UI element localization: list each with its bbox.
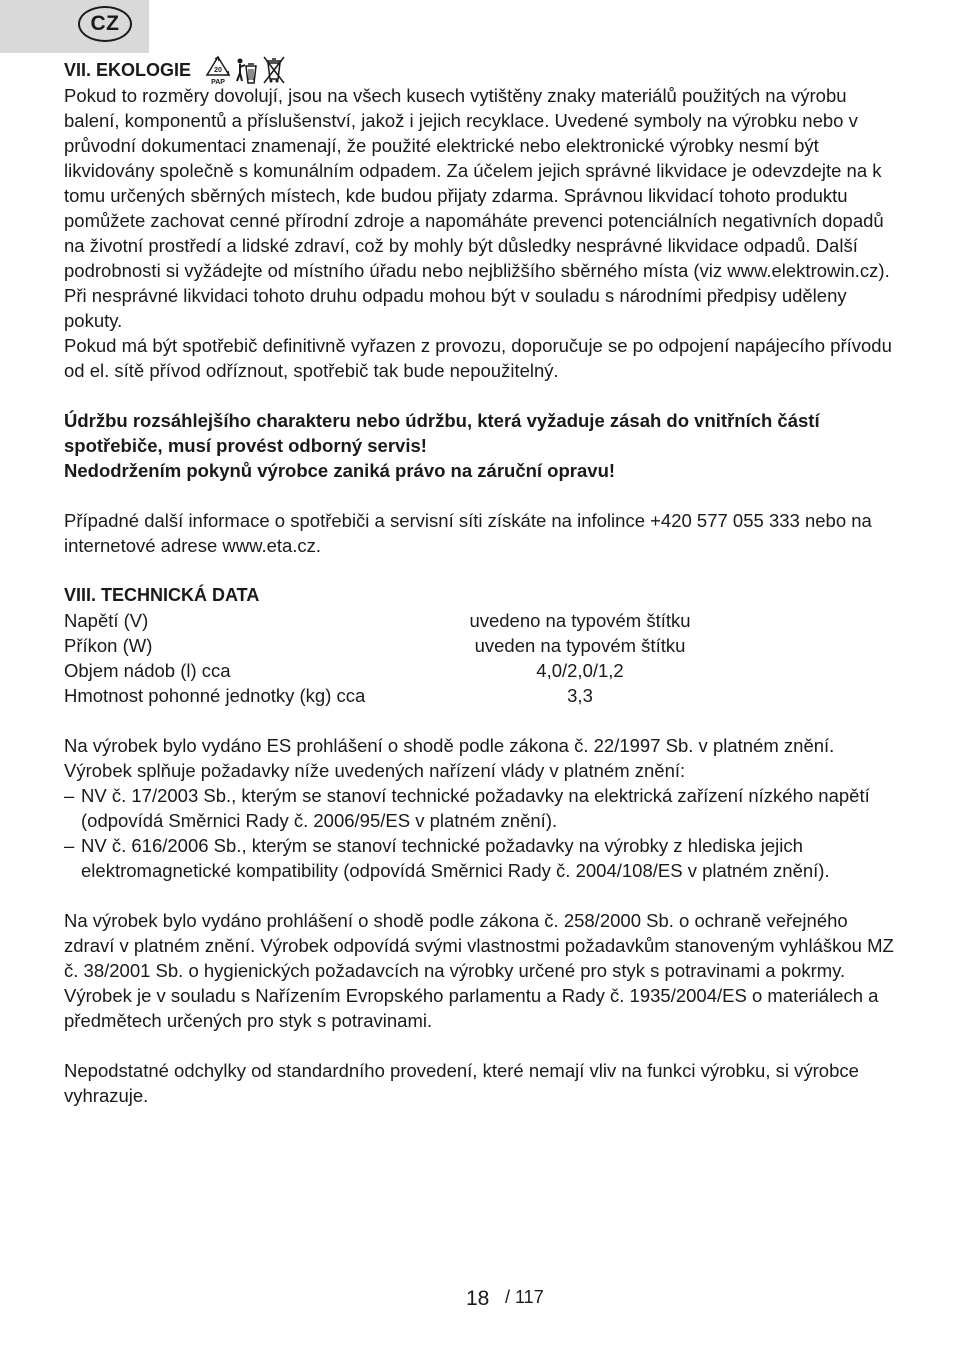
- spec-label: Příkon (W): [64, 635, 153, 656]
- tech-data-row: [64, 658, 894, 683]
- regulation-item: – NV č. 17/2003 Sb., kterým se stanoví technické požadavky na elektrická zařízení nízkého napětí (odpovídá Směrnici Rady č. 2006/95/ES v platném znění).: [64, 785, 870, 831]
- spec-value: 3,3: [567, 685, 593, 706]
- tech-data-title: VIII. TECHNICKÁ DATA: [64, 585, 260, 605]
- page-footer: [0, 1285, 954, 1315]
- spec-label: Hmotnost pohonné jednotky (kg) cca: [64, 685, 366, 706]
- spec-label: Objem nádob (l) cca: [64, 660, 231, 681]
- tidyman-icon: [233, 55, 259, 85]
- tech-data-row: [64, 608, 894, 633]
- regulation-text: NV č. 616/2006 Sb., kterým se stanoví technické požadavky na výrobky z hlediska jejich elektromagnetické kompatibility (odpovídá Směrnici Rady č. 2004/108/ES v platném znění).: [81, 835, 830, 881]
- recycle-paper-icon: [205, 55, 231, 85]
- recycle-number: 20: [214, 67, 222, 74]
- page-total: / 117: [505, 1287, 544, 1307]
- ecology-paragraph-1: Pokud to rozměry dovolují, jsou na všech kusech vytištěny znaky materiálů použitých na výrobu balení, komponentů a příslušenství, jakož i jejich recyklace. Uvedené symboly na výrobku nebo v průvodní dokumentaci znamenají, že použité elektrické nebo elektronické výrobky nesmí být likvidovány společně s komunálním odpadem. Za účelem jejich správné likvidace je odevzdejte na k tomu určených sběrných místech, kde budou přijaty zdarma. Správnou likvidací tohoto produktu pomůžete zachovat cenné přírodní zdroje a napomáháte prevenci potenciálních negativních dopadů na životní prostředí a lidské zdraví, což by mohly být důsledky nesprávné likvidace odpadů. Další podrobnosti si vyžádejte od místního úřadu nebo nejbližšího sběrného místa (viz www.elektrowin.cz). Při nesprávné likvidaci tohoto druhu odpadu mohou být v souladu s národními předpisy uděleny pokuty.: [64, 85, 890, 331]
- regulation-item: – NV č. 616/2006 Sb., kterým se stanoví technické požadavky na výrobky z hlediska jejich elektromagnetické kompatibility (odpovídá Směrnici Rady č. 2004/108/ES v platném znění).: [64, 835, 830, 881]
- tech-data-table: [64, 608, 894, 708]
- warranty-warning: Nedodržením pokynů výrobce zaniká právo na záruční opravu!: [64, 460, 616, 481]
- recycle-label: PAP: [211, 79, 225, 85]
- spec-value: uveden na typovém štítku: [474, 635, 686, 656]
- language-badge: CZ: [78, 6, 132, 42]
- language-tab: [0, 0, 149, 53]
- page-content: [64, 58, 894, 1108]
- spec-value: 4,0/2,0/1,2: [536, 660, 624, 681]
- ecology-title: VII. EKOLOGIE: [64, 60, 192, 80]
- ecology-icons: [205, 57, 287, 85]
- ecology-heading-row: [64, 58, 894, 83]
- spec-value: uvedeno na typovém štítku: [469, 610, 691, 631]
- infoline-paragraph: Případné další informace o spotřebiči a servisní síti získáte na infolince +420 577 055 333 nebo na internetové adrese www.eta.cz.: [64, 510, 872, 556]
- crossed-bin-icon: [261, 55, 287, 85]
- deviation-note: Nepodstatné odchylky od standardního provedení, které nemají vliv na funkci výrobku, si výrobce vyhrazuje.: [64, 1060, 859, 1106]
- es-declaration-intro: Na výrobek bylo vydáno ES prohlášení o shodě podle zákona č. 22/1997 Sb. v platném znění. Výrobek splňuje požadavky níže uvedených nařízení vlády v platném znění:: [64, 735, 835, 781]
- page-number: 18: [466, 1287, 490, 1310]
- spec-label: Napětí (V): [64, 610, 149, 631]
- regulation-text: NV č. 17/2003 Sb., kterým se stanoví technické požadavky na elektrická zařízení nízkého napětí (odpovídá Směrnici Rady č. 2006/95/ES v platném znění).: [81, 785, 870, 831]
- service-warning: Údržbu rozsáhlejšího charakteru nebo údržbu, která vyžaduje zásah do vnitřních částí spotřebiče, musí provést odborný servis!: [64, 410, 820, 456]
- health-declaration: Na výrobek bylo vydáno prohlášení o shodě podle zákona č. 258/2000 Sb. o ochraně veřejného zdraví v platném znění. Výrobek odpovídá svými vlastnostmi požadavkům stanoveným vyhláškou MZ č. 38/2001 Sb. o hygienických požadavcích na výrobky určené pro styk s potravinami a pokrmy. Výrobek je v souladu s Nařízením Evropského parlamentu a Rady č. 1935/2004/ES o materiálech a předmětech určených pro styk s potravinami.: [64, 910, 894, 1031]
- tech-data-row: [64, 683, 894, 708]
- tech-data-row: [64, 633, 894, 658]
- ecology-paragraph-2: Pokud má být spotřebič definitivně vyřazen z provozu, doporučuje se po odpojení napájecího přívodu od el. sítě přívod odříznout, spotřebič tak bude nepoužitelný.: [64, 335, 892, 381]
